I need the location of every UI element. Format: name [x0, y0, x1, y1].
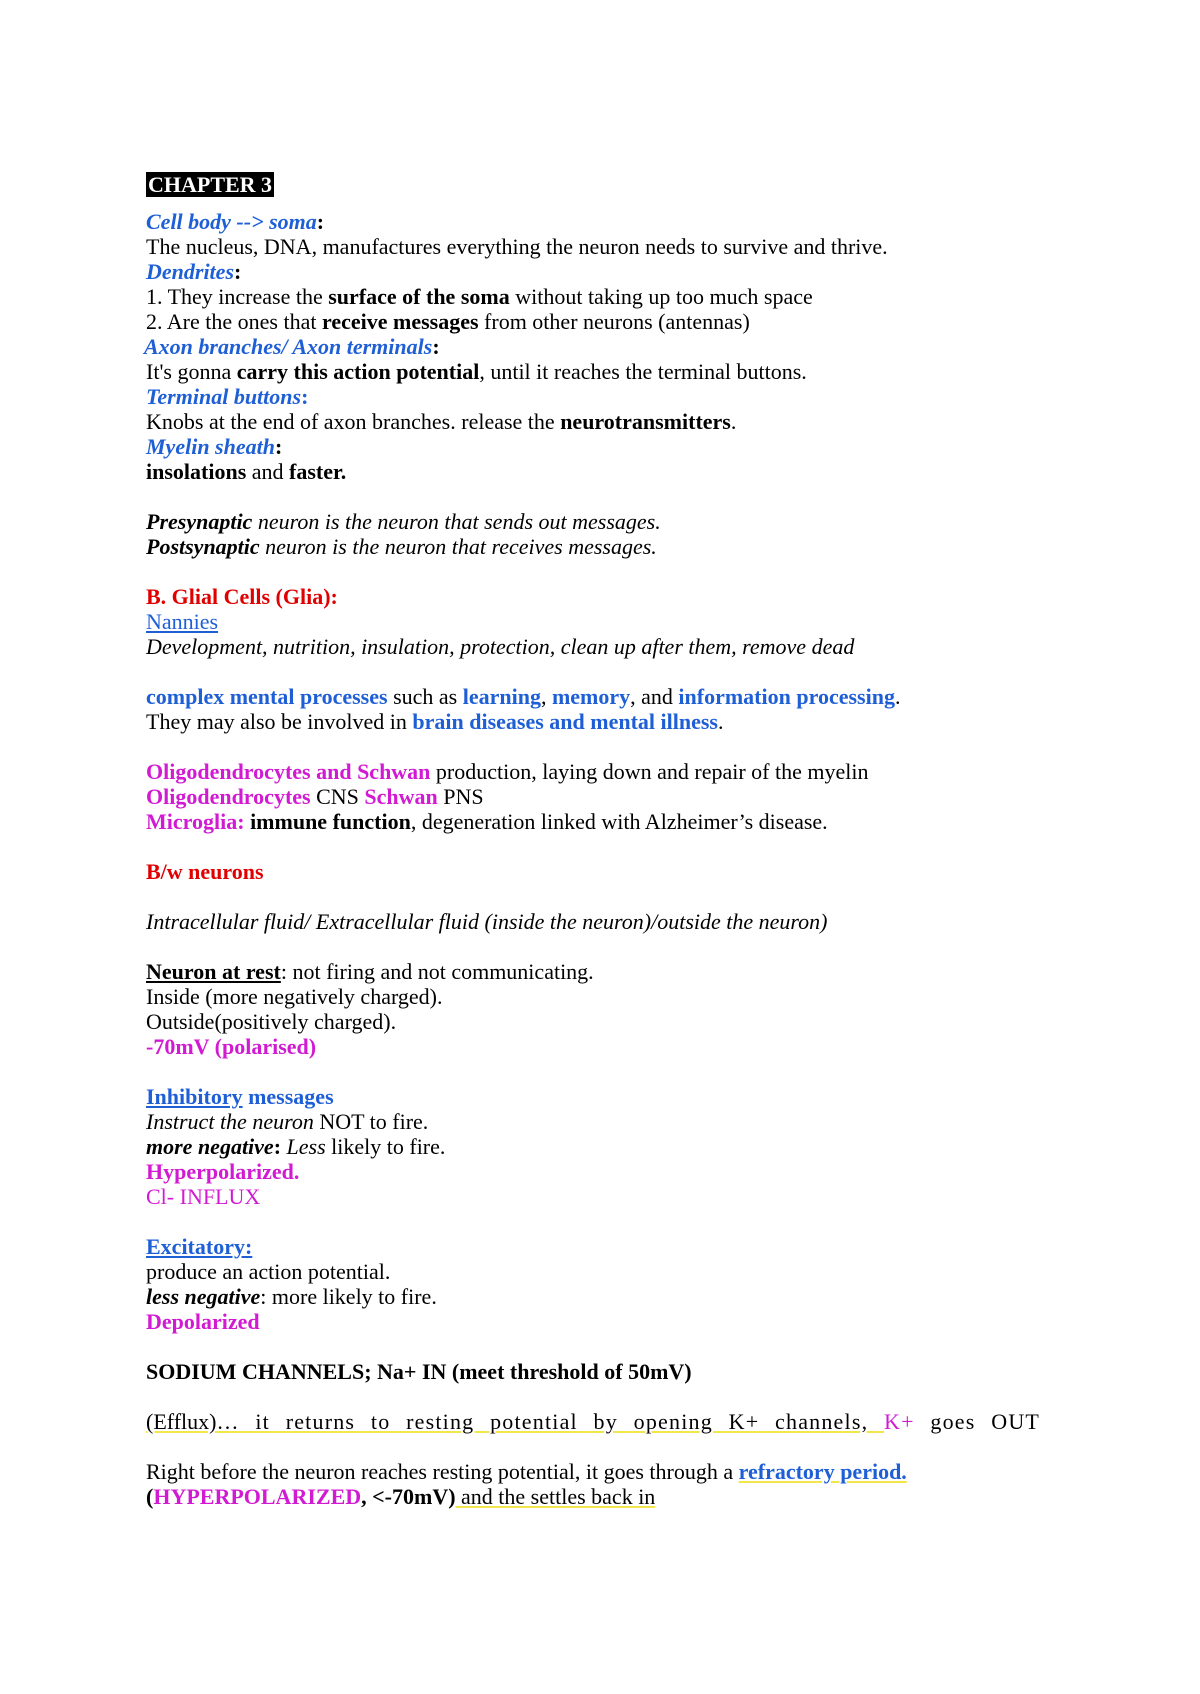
refractory-line-1 — [146, 1459, 907, 1484]
terminal-text — [146, 409, 736, 434]
nannies-label: Nannies — [146, 609, 219, 634]
blue-bold-run: memory — [551, 684, 631, 709]
efflux-line — [146, 1409, 1040, 1434]
presynaptic-line — [146, 509, 661, 534]
dendrites-heading-line — [146, 259, 241, 284]
sodium-channels-line: SODIUM CHANNELS; Na+ IN (meet threshold of 50mV) — [146, 1359, 692, 1384]
myelin-colon: : — [274, 434, 283, 459]
myelin-heading: Myelin sheath — [146, 434, 275, 459]
text-run: likely to fire. — [325, 1134, 446, 1159]
text-run: production, laying down and repair of the myelin — [430, 759, 869, 784]
bold-italic-run: less negative — [146, 1284, 261, 1309]
outside-line: Outside(positively charged). — [146, 1009, 397, 1034]
blue-bold-run: brain diseases and mental illness — [412, 709, 718, 734]
axon-text — [146, 359, 807, 384]
bold-run: ( — [146, 1484, 154, 1509]
neuron-at-rest-term: Neuron at rest — [146, 959, 281, 984]
excitatory-heading-line — [146, 1234, 252, 1259]
bold-run: carry this action potential — [236, 359, 480, 384]
italic-run: Instruct the neuron — [146, 1109, 314, 1134]
dendrites-colon: : — [234, 259, 242, 284]
terminal-heading: Terminal buttons — [146, 384, 302, 409]
text-run: and the settles back in — [455, 1484, 656, 1509]
text-run: goes OUT — [914, 1409, 1041, 1434]
text-run: Right before the neuron reaches resting potential, it goes through a — [146, 1459, 739, 1484]
text-run: , — [540, 684, 552, 709]
excitatory-term: Excitatory: — [146, 1234, 253, 1259]
text-run: and — [246, 459, 290, 484]
glia-roles: Development, nutrition, insulation, protection, clean up after them, remove dead — [146, 634, 855, 659]
hyperpolarized-label: Hyperpolarized. — [146, 1159, 300, 1184]
chapter-title-line — [146, 172, 274, 197]
inside-line: Inside (more negatively charged). — [146, 984, 443, 1009]
text-run: . — [718, 709, 724, 734]
resting-potential-value: -70mV (polarised) — [146, 1034, 317, 1059]
terminal-colon: : — [301, 384, 309, 409]
text-run: . — [894, 684, 901, 709]
italic-run: Less — [286, 1134, 326, 1159]
magenta-bold-run: Microglia: — [146, 809, 245, 834]
cl-influx-label: Cl- INFLUX — [146, 1184, 261, 1209]
efflux-term: (Efflux) — [146, 1409, 217, 1434]
bold-run: surface of the soma — [328, 284, 510, 309]
blue-bold-run: information processing — [678, 684, 895, 709]
myelin-heading-line — [146, 434, 282, 459]
cell-body-heading: Cell body --> soma — [146, 209, 317, 234]
microglia-line — [146, 809, 828, 834]
terminal-heading-line — [146, 384, 308, 409]
inhibitory-line-1 — [146, 1109, 428, 1134]
text-run: neuron is the neuron that receives messages. — [259, 534, 657, 559]
excitatory-line-2 — [146, 1284, 437, 1309]
bold-run: immune function — [250, 809, 411, 834]
oligodendrocytes-line — [146, 759, 868, 784]
text-run: 1. They increase the — [146, 284, 329, 309]
bold-run: insolations — [146, 459, 247, 484]
bold-run: faster. — [289, 459, 347, 484]
chapter-title: CHAPTER 3 — [148, 172, 273, 197]
presynaptic-term: Presynaptic — [146, 509, 253, 534]
blue-bold-run: messages — [242, 1084, 334, 1109]
dendrites-heading: Dendrites — [146, 259, 234, 284]
text-run: Knobs at the end of axon branches. release the — [146, 409, 561, 434]
text-run: CNS — [310, 784, 365, 809]
bold-italic-run: more negative — [146, 1134, 274, 1159]
dendrites-point-2 — [146, 309, 750, 334]
text-run: They may also be involved in — [146, 709, 413, 734]
bold-run: : — [273, 1134, 287, 1159]
text-run: from other neurons (antennas) — [478, 309, 750, 334]
text-run: 2. Are the ones that — [146, 309, 322, 334]
glia-diseases-line — [146, 709, 724, 734]
text-run: , until it reaches the terminal buttons. — [479, 359, 807, 384]
bold-run: neurotransmitters — [560, 409, 731, 434]
depolarized-label: Depolarized — [146, 1309, 260, 1334]
text-run: : more likely to fire. — [260, 1284, 437, 1309]
cell-body-text: The nucleus, DNA, manufactures everything the neuron needs to survive and thrive. — [146, 234, 888, 259]
cns-pns-line — [146, 784, 484, 809]
text-run: such as — [387, 684, 463, 709]
text-run: PNS — [437, 784, 484, 809]
cell-body-colon: : — [316, 209, 325, 234]
refractory-period-term: refractory period. — [738, 1459, 907, 1484]
magenta-bold-run: Oligodendrocytes and Schwan — [146, 759, 431, 784]
blue-bold-run: learning — [462, 684, 541, 709]
potassium-label: K+ — [884, 1409, 915, 1434]
axon-heading-line — [144, 334, 440, 359]
text-run: NOT to fire. — [313, 1109, 429, 1134]
nannies-line — [146, 609, 218, 634]
text-run: , and — [630, 684, 679, 709]
text-run: without taking up too much space — [509, 284, 813, 309]
inhibitory-term: Inhibitory — [146, 1084, 243, 1109]
postsynaptic-term: Postsynaptic — [146, 534, 260, 559]
excitatory-line-1: produce an action potential. — [146, 1259, 391, 1284]
glia-heading: B. Glial Cells (Glia): — [146, 584, 338, 609]
magenta-bold-run: Oligodendrocytes — [146, 784, 311, 809]
cell-body-heading-line — [146, 209, 324, 234]
neuron-at-rest-line — [146, 959, 594, 984]
refractory-line-2 — [146, 1484, 655, 1509]
text-run: neuron is the neuron that sends out messages. — [252, 509, 661, 534]
magenta-bold-run: Schwan — [364, 784, 438, 809]
text-run: , degeneration linked with Alzheimer’s disease. — [410, 809, 828, 834]
hyperpolarized-term: HYPERPOLARIZED — [153, 1484, 362, 1509]
text-run: . — [730, 409, 737, 434]
dendrites-point-1 — [146, 284, 813, 309]
glia-processes-line — [146, 684, 900, 709]
bw-neurons-heading: B/w neurons — [146, 859, 264, 884]
text-run: It's gonna — [146, 359, 237, 384]
blue-bold-run: complex mental processes — [146, 684, 388, 709]
myelin-text — [146, 459, 346, 484]
bold-run: , <-70mV) — [361, 1484, 456, 1509]
axon-heading: Axon branches/ Axon terminals — [144, 334, 433, 359]
inhibitory-heading-line — [146, 1084, 334, 1109]
axon-colon: : — [432, 334, 440, 359]
text-run: … it returns to resting potential by opening K+ channels, — [216, 1409, 884, 1434]
text-run: : not firing and not communicating. — [280, 959, 594, 984]
postsynaptic-line — [146, 534, 657, 559]
inhibitory-line-2 — [146, 1134, 445, 1159]
fluid-line: Intracellular fluid/ Extracellular fluid (inside the neuron)/outside the neuron) — [146, 909, 828, 934]
bold-run: receive messages — [321, 309, 479, 334]
